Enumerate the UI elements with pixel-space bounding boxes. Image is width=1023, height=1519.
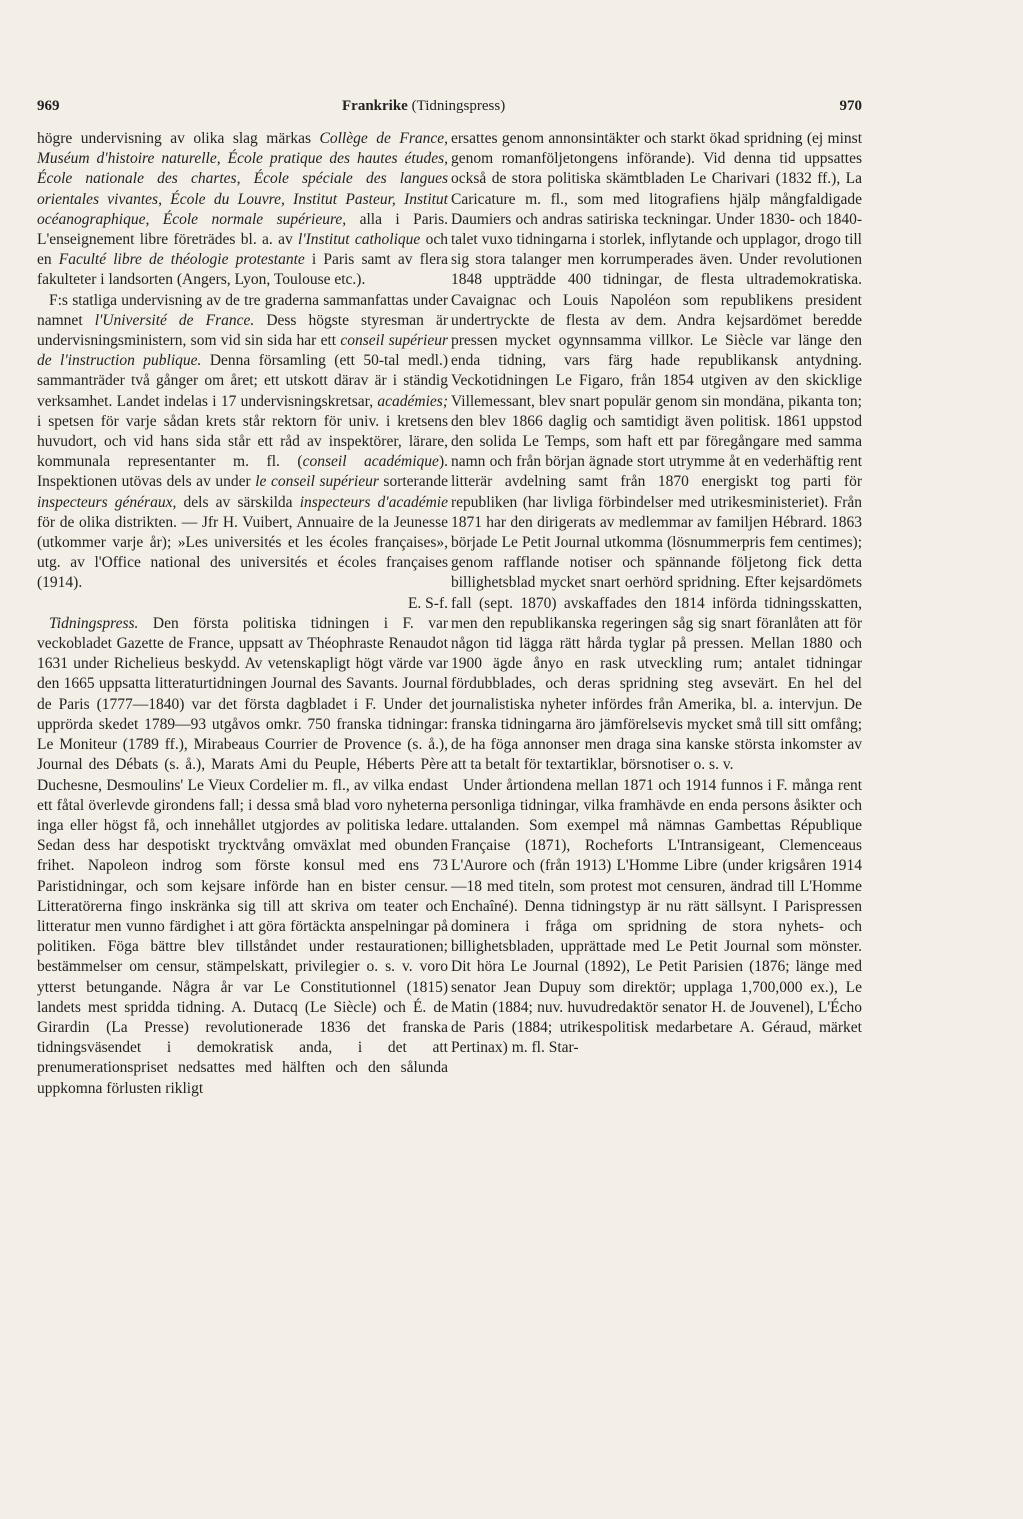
institution-name: l'Institut catholique	[298, 231, 421, 249]
right-column	[451, 129, 862, 1058]
author-signature: E. S-f.	[407, 594, 448, 612]
paragraph-higher-education	[37, 129, 448, 291]
term: inspecteurs d'académie	[299, 493, 448, 511]
text-run: i Paris samt av flera fakulteter i landsorten (Angers, Lyon, Toulouse etc.).	[37, 251, 448, 289]
institution-name: Faculté libre de théologie protestante	[58, 251, 305, 269]
paragraph-personal-newspapers: Under årtiondena mellan 1871 och 1914 funnos i F. många rent personliga tidningar, vilka framhävde en enda persons åsikter och uttalanden. Som exempel må nämnas Gambettas République Française (1871), Rocheforts L'Intransigeant, Clemenceaus L'Aurore och (från 1913) L'Homme Libre (under krigsåren 1914—18 med titeln, som protest mot censuren, ändrad till L'Homme Enchaîné). Denna tidningstyp är nu rätt sällsynt. I Parispressen dominera i fråga om spridning de stora nyhets- och billighetsbladen, upprättade med Le Petit Journal som mönster. Dit höra Le Journal (1892), Le Petit Parisien (1876; länge med senator Jean Dupuy som direktör; upplaga 1,700,000 ex.), Le Matin (1884; nuv. huvudredaktör senator H. de Jouvenel), L'Écho de Paris (1884; utrikespolitisk medarbetare A. Géraud, märket Pertinax) m. fl. Star-	[451, 776, 862, 1057]
paragraph-press-history	[37, 614, 448, 1099]
text-run: i spetsen för varje sådan krets står rektorn för univ. i kretsens huvudort, och vid hans sida står ett råd av inspektörer, lärare, kommunala representanter m. fl. (	[37, 412, 448, 471]
term: conseil supérieur de l'instruction publique.	[37, 332, 448, 370]
text-run: högre undervisning av olika slag märkas	[37, 130, 320, 147]
text-run: Dess högste styresman är undervisningsministern, som vid sin sida har ett	[37, 311, 449, 350]
page-number-right: 970	[839, 98, 862, 114]
text-run: för de olika distrikten. — Jfr H. Vuibert, Annuaire de la Jeunesse (utkommer varje år); »Les universités et les écoles françaises», utg. av l'Office national des universités et écoles françaises (1914).	[37, 513, 448, 592]
running-title-sub: (Tidningspress)	[407, 98, 506, 114]
term: inspecteurs généraux,	[37, 493, 177, 511]
text-run: F:s statliga undervisning av de tre graderna sammanfattas under namnet	[37, 291, 448, 329]
section-heading: Tidningspress.	[49, 614, 139, 632]
paragraph-state-education	[37, 291, 448, 614]
text-run: ). Inspektionen utövas dels av under	[37, 453, 448, 491]
text-run: alla i Paris. L'enseignement libre företrädes bl. a. av	[37, 210, 448, 249]
paragraph-press-continued: ersattes genom annonsintäkter och starkt ökad spridning (ej minst genom romanföljetongens införande). Vid denna tid uppsattes också de stora politiska skämtbladen Le Charivari (1832 ff.), La Caricature m. fl., som med litografiens hjälp mångfaldigade Daumiers och andras satiriska teckningar. Under 1830- och 1840-talet vuxo tidningarna i storlek, inflytande och upplagor, drogo till sig stora talanger men korrumperades även. Under revolutionen 1848 uppträdde 400 tidningar, de flesta ultrademokratiska. Cavaignac och Louis Napoléon som republikens president undertryckte de flesta av dem. Andra kejsardömet beredde pressen mycket ogynnsamma villkor. Le Siècle var länge den enda tidning, vars färg hade republikansk antydning. Veckotidningen Le Figaro, från 1854 utgiven av den skicklige Villemessant, blev snart populär genom sin mondäna, pikanta ton; den blev 1866 daglig och samtidigt även politisk. 1861 uppstod den solida Le Temps, som haft ett par föregångare med samma namn och från början ägnade stort utrymme åt en vederhäftig rent litterär avdelning samt från 1870 energiskt tog parti för republiken (har livliga förbindelser med utrikesministeriet). Från 1871 har den dirigerats av medlemmar av familjen Hébrard. 1863 började Le Petit Journal utkomma (lösnummerpris fem centimes); genom rafflande notiser och spännande följetong fick detta billighetsblad mycket snart oerhörd spridning. Efter kejsardömets fall (sept. 1870) avskaffades den 1814 införda tidningsskatten, men den republikanska regeringen såg sig snart föranlåten att för någon tid lägga rätt hårda tyglar på pressen. Mellan 1880 och 1900 ägde ånyo en rask utveckling rum; antalet tidningar fördubblades, och deras spridning steg avsevärt. En hel del journalistiska nyheter infördes från Amerika, bl. a. intervjun. De franska tidningarna äro jämförelsevis mycket små till sitt omfång; de ha föga annonser men draga sina kanske största inkomster av att ta betalt för textartiklar, börsnotiser o. s. v.	[451, 130, 862, 774]
page-number-left: 969	[37, 98, 60, 114]
running-title-main: Frankrike	[342, 98, 408, 114]
term: l'Université de France.	[94, 311, 255, 329]
term: le conseil supérieur	[255, 473, 379, 491]
institution-names: Collège de France, Muséum d'histoire naturelle, École pratique des hautes études, École nationale des chartes, École spéciale des langues orientales vivantes, École du Louvre, Institut Pasteur, Institut océanographique, École normale supérieure,	[37, 130, 448, 228]
text-run: dels av särskilda	[176, 493, 300, 511]
page-header	[37, 98, 862, 122]
text-run: sorterande	[378, 473, 448, 491]
running-title	[342, 98, 505, 115]
text-run: Denna församling (ett 50-tal medl.) sammanträder två gånger om året; ett utskott därav är i ständig verksamhet. Landet indelas i 17 undervisningskretsar,	[37, 352, 448, 410]
term: académies;	[377, 392, 448, 410]
term: conseil académique	[302, 453, 439, 471]
left-column	[37, 129, 448, 1099]
text-run: Den första politiska tidningen i F. var veckobladet Gazette de France, uppsatt av Théophraste Renaudot 1631 under Richelieus beskydd. Av vetenskapligt högt värde var den 1665 uppsatta litteraturtidningen Journal des Savants. Journal de Paris (1777—1840) var det första dagbladet i F. Under det upprörda skedet 1789—93 utgåvos omkr. 750 franska tidningar: Le Moniteur (1789 ff.), Mirabeaus Courrier de Provence (s. å.), Journal des Débats (s. å.), Marats Ami du Peuple, Héberts Père Duchesne, Desmoulins' Le Vieux Cordelier m. fl., av vilka endast ett fåtal överlevde girondens fall; i dessa små blad voro nyheterna inga eller högst få, och innehållet utgjordes av politiska ledare. Sedan dess har despotiskt trycktvång omväxlat med obunden frihet. Napoleon indrog som förste konsul med ens 73 Paristidningar, och som kejsare införde han en bister censur. Litteratörerna fingo inskränka sig till att skriva om teater och litteratur men vunno färdighet i att göra förtäckta anspelningar på politiken. Föga bättre blev tillståndet under restaurationen; bestämmelser om censur, stämpelskatt, privilegier o. s. v. voro ytterst betungande. Några år var Le Constitutionnel (1815) landets mest spridda tidning. A. Dutacq (Le Siècle) och É. de Girardin (La Presse) revolutionerade 1836 det franska tidningsväsendet i demokratisk anda, i det att prenumerationspriset nedsattes med hälften och den sålunda uppkomna förlusten rikligt	[37, 614, 448, 1097]
text-run: och en	[37, 231, 448, 269]
